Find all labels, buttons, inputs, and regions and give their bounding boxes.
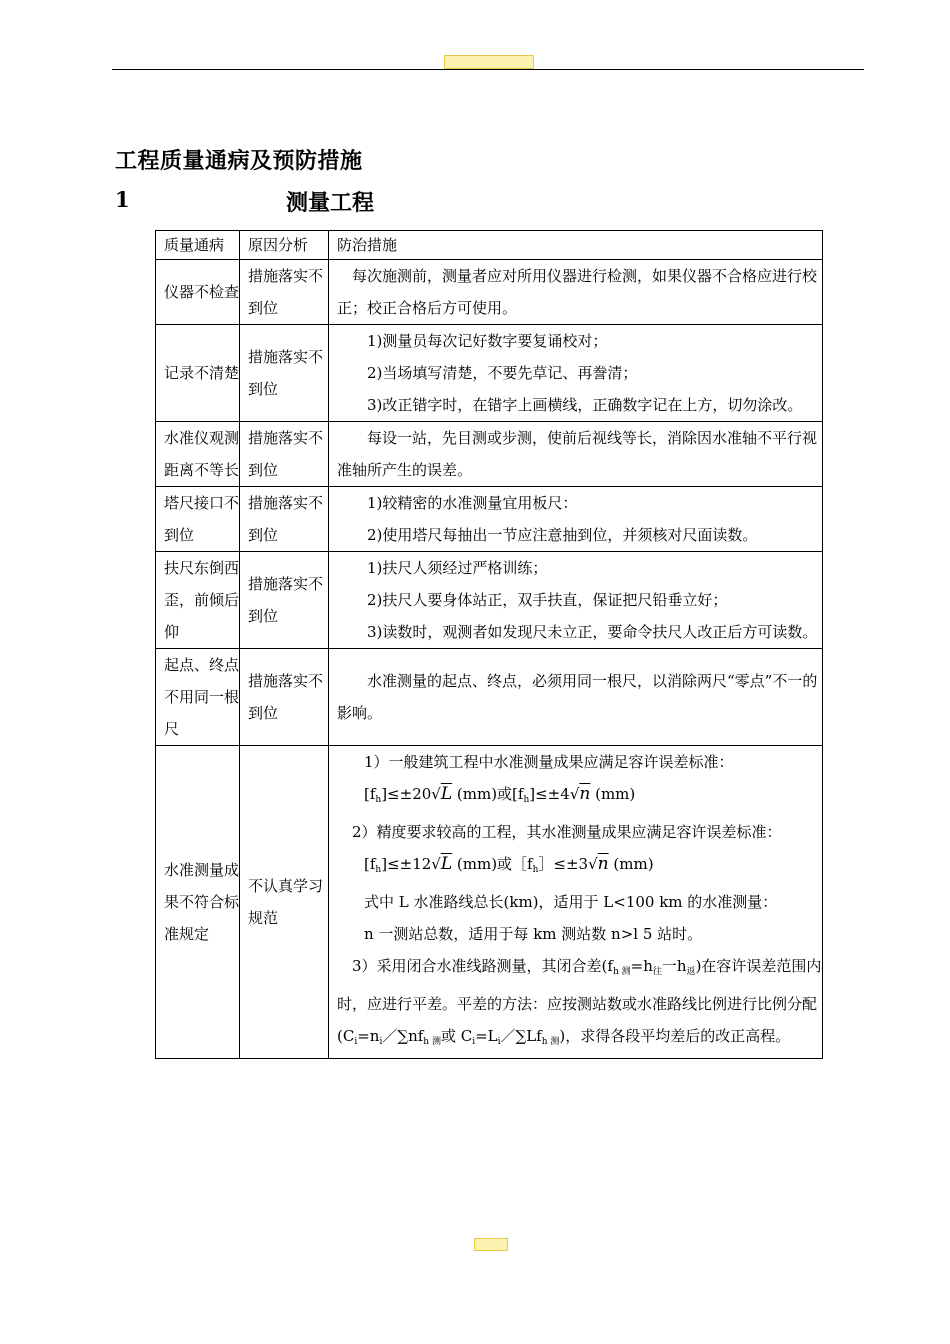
header-measure: 防治措施 [329, 231, 823, 260]
measure-text: 2)使用塔尺每抽出一节应注意抽到位，并须核对尺面读数。 [367, 526, 758, 544]
header-cause: 原因分析 [240, 231, 329, 260]
formula-subscript: h [375, 865, 382, 875]
table-row [156, 487, 823, 552]
measure-cell [329, 649, 823, 746]
formula-part: (mm) [590, 785, 636, 803]
measure-text: 式中 L 水准路线总长(km)，适用于 L<100 km 的水准测量： [364, 893, 778, 911]
measure-cell [329, 260, 823, 325]
sqrt-icon: √ [431, 785, 441, 803]
formula-part: (mm)或[f [452, 785, 524, 803]
measure-cell [329, 422, 823, 487]
sqrt-icon: √ [431, 855, 441, 873]
defects-table [155, 230, 823, 1059]
formula-part: [f [364, 785, 376, 803]
sqrt-icon: √ [569, 785, 580, 803]
table-row [156, 422, 823, 487]
header-rule [112, 69, 864, 70]
measure-cell [329, 552, 823, 649]
measure-text: n 一测站总数，适用于每 km 测站数 n>l 5 站时。 [364, 925, 703, 943]
measure-text: 2)当场填写清楚，不要先草记、再誊清； [367, 364, 638, 382]
measure-text: 2)扶尺人要身体站正，双手扶直，保证把尺铅垂立好； [367, 591, 728, 609]
measure-cell [329, 325, 823, 422]
formula-part: ］≤±3 [538, 855, 589, 873]
table-row [156, 746, 823, 1059]
formula-part: ]≤±4 [529, 785, 570, 803]
formula-part: (mm) [608, 855, 654, 873]
formula-subscript: h [375, 795, 382, 805]
cause-cell: 措施落实不到位 [240, 649, 329, 746]
measure-text: 1)较精密的水准测量宜用板尺： [367, 494, 578, 512]
defect-cell: 仪器不检查 [156, 260, 240, 325]
section-number: 1 [115, 187, 130, 212]
defect-cell: 扶尺东倒西歪，前倾后仰 [156, 552, 240, 649]
defect-cell: 记录不清楚 [156, 325, 240, 422]
formula-radicand: L [440, 854, 453, 874]
cause-cell: 措施落实不到位 [240, 487, 329, 552]
formula-part: [f [364, 855, 376, 873]
cause-cell: 措施落实不到位 [240, 552, 329, 649]
header-defect: 质量通病 [156, 231, 240, 260]
table-row [156, 260, 823, 325]
measure-text: 2）精度要求较高的工程，其水准测量成果应满足容许误差标准： [352, 823, 782, 841]
measure-text: 1）一般建筑工程中水准测量成果应满足容许误差标准： [364, 753, 734, 771]
defect-cell: 塔尺接口不到位 [156, 487, 240, 552]
cause-cell: 不认真学习规范 [240, 746, 329, 1059]
cause-cell: 措施落实不到位 [240, 325, 329, 422]
formula-part: ]≤±20 [381, 785, 432, 803]
section-title: 测量工程 [286, 190, 375, 216]
measure-text: 3)改正错字时，在错字上画横线，正确数字记在上方，切勿涂改。 [367, 396, 803, 414]
formula-radicand: L [440, 784, 453, 804]
tolerance-formula-2 [337, 848, 822, 886]
formula-radicand: n [579, 784, 591, 804]
measure-cell [329, 487, 823, 552]
cause-cell: 措施落实不到位 [240, 422, 329, 487]
measure-text: 1)扶尺人须经过严格训练； [367, 559, 548, 577]
header-watermark-badge [444, 55, 534, 69]
defect-cell: 水准测量成果不符合标准规定 [156, 746, 240, 1059]
table-header-row [156, 231, 823, 260]
table-row [156, 325, 823, 422]
measure-cell [329, 746, 823, 1059]
defect-cell: 水准仪观测距离不等长 [156, 422, 240, 487]
defect-cell: 起点、终点不用同一根尺 [156, 649, 240, 746]
cause-cell: 措施落实不到位 [240, 260, 329, 325]
table-row [156, 552, 823, 649]
measure-text: 1)测量员每次记好数字要复诵校对； [367, 332, 608, 350]
table-row [156, 649, 823, 746]
measure-text: 水准测量的起点、终点，必须用同一根尺，以消除两尺“零点”不一的影响。 [337, 672, 818, 722]
measure-text: 每设一站，先目测或步测，使前后视线等长，消除因水准轴不平行视准轴所产生的误差。 [337, 429, 818, 479]
measure-text: 每次施测前，测量者应对所用仪器进行检测，如果仪器不合格应进行校正；校正合格后方可使用。 [337, 267, 818, 317]
sqrt-icon: √ [588, 855, 598, 873]
formula-subscript: h [523, 795, 530, 805]
formula-part: (mm)或［f [452, 855, 533, 873]
page-title: 工程质量通病及预防措施 [115, 148, 363, 174]
closing-error-text: 3）采用闭合水准线路测量，其闭合差($f_{h 测}=h_往$一$h_返$)在容许误差范围内时，应进行平差。平差的方法：应按测站数或水准路线比例进行比例分配($C_i=n_i/\sum nf_{h 测}$或 $C_i=L_i/\sum Lf_{h 测}$)，求得各段平均差后的改正高程。 [337, 957, 822, 1047]
footer-watermark-badge [474, 1238, 508, 1251]
measure-text: 3)读数时，观测者如发现尺未立正，要命令扶尺人改正后方可读数。 [367, 623, 818, 641]
formula-radicand: n [597, 854, 609, 874]
formula-subscript: h [532, 865, 539, 875]
formula-part: ]≤±12 [381, 855, 432, 873]
tolerance-formula-1 [337, 778, 822, 816]
